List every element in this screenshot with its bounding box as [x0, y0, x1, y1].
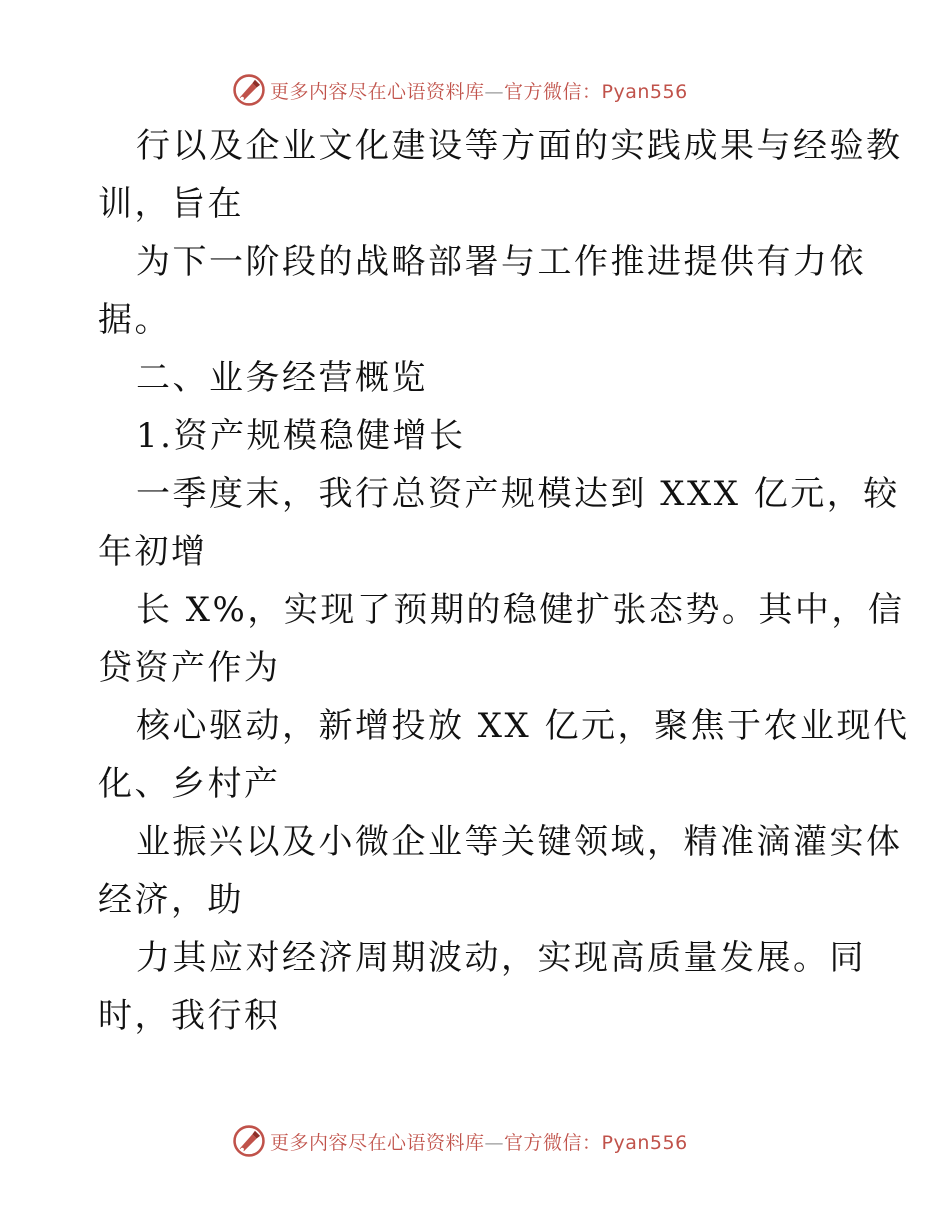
paragraph-line: 贷资产作为	[98, 648, 281, 688]
footer-watermark	[232, 1121, 688, 1161]
watermark-site-name: 更多内容尽在心语资料库	[270, 1131, 485, 1154]
watermark-contact-label: 官方微信：	[504, 80, 602, 103]
paragraph-line: 核心驱动，新增投放 XX 亿元，聚焦于农业现代	[136, 706, 910, 746]
paragraph-line: 时，我行积	[98, 996, 281, 1036]
paragraph-line: 据。	[98, 300, 171, 340]
paragraph-line: 训，旨在	[98, 184, 244, 224]
paragraph-line: 一季度末，我行总资产规模达到 XXX 亿元，较	[136, 474, 900, 514]
watermark-text	[270, 77, 688, 104]
watermark-contact-id: Pyan556	[601, 80, 688, 103]
paragraph-line: 业振兴以及小微企业等关键领域，精准滴灌实体	[136, 822, 903, 862]
paragraph-line: 化、乡村产	[98, 764, 281, 804]
paragraph-line: 为下一阶段的战略部署与工作推进提供有力依	[136, 242, 866, 282]
pen-logo-icon	[232, 73, 266, 107]
paragraph-line: 行以及企业文化建设等方面的实践成果与经验教	[136, 126, 903, 166]
watermark-separator: —	[484, 1131, 505, 1154]
watermark-contact-label: 官方微信：	[504, 1131, 602, 1154]
watermark-separator: —	[484, 80, 505, 103]
paragraph-line: 力其应对经济周期波动，实现高质量发展。同	[136, 938, 866, 978]
watermark-site-name: 更多内容尽在心语资料库	[270, 80, 485, 103]
pen-logo-icon	[232, 1124, 266, 1158]
watermark-contact-id: Pyan556	[601, 1131, 688, 1154]
section-heading: 二、业务经营概览	[136, 358, 428, 398]
paragraph-line: 长 X%，实现了预期的稳健扩张态势。其中，信	[136, 590, 905, 630]
watermark-text	[270, 1128, 688, 1155]
paragraph-line: 经济，助	[98, 880, 244, 920]
subsection-heading: 1.资产规模稳健增长	[136, 416, 466, 456]
paragraph-line: 年初增	[98, 532, 208, 572]
header-watermark	[232, 70, 688, 110]
